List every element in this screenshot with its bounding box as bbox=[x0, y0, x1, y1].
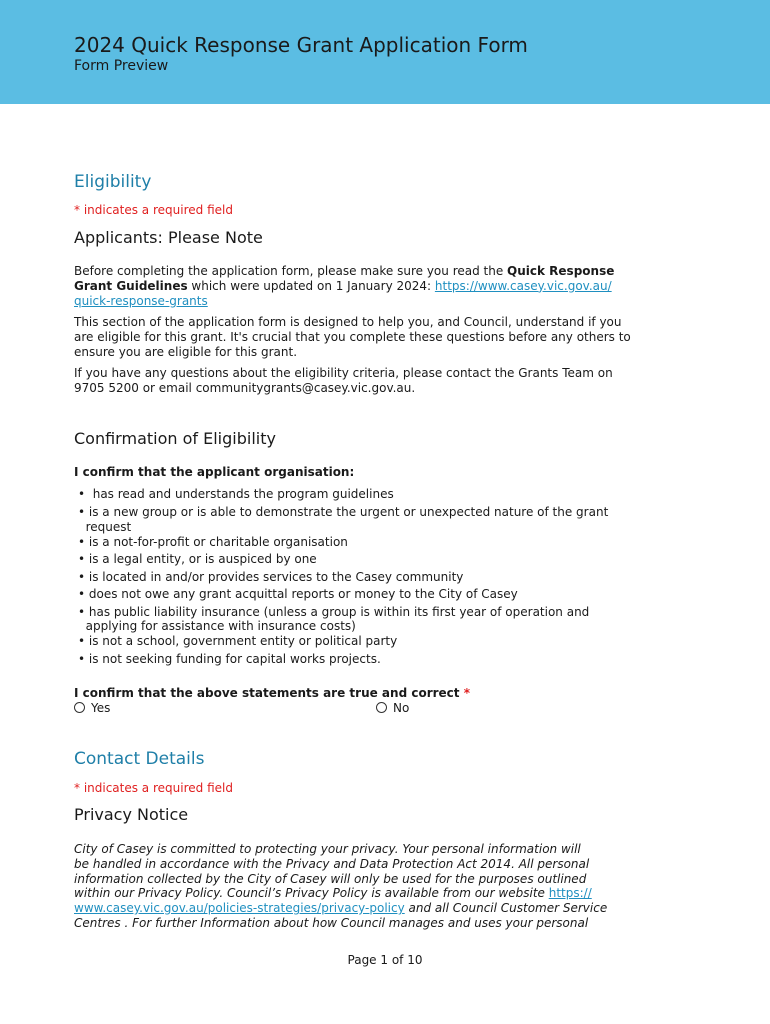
privacy-line: be handled in accordance with the Privacy and Data Protection Act 2014. All personal bbox=[74, 856, 590, 871]
list-item: request bbox=[78, 519, 132, 534]
confirm-question-text: I confirm that the above statements are true and correct bbox=[74, 686, 460, 700]
list-item: • is not seeking funding for capital works projects. bbox=[78, 652, 381, 666]
section-purpose-paragraph bbox=[74, 315, 631, 359]
contact-details-heading: Contact Details bbox=[74, 749, 205, 769]
required-field-note: * indicates a required field bbox=[74, 781, 233, 795]
list-item: • is a new group or is able to demonstrate the urgent or unexpected nature of the grant bbox=[78, 505, 609, 519]
form-subtitle: Form Preview bbox=[74, 58, 169, 74]
list-item: • is a legal entity, or is auspiced by one bbox=[78, 552, 317, 566]
contact-line: If you have any questions about the eligibility criteria, please contact the Grants Team on bbox=[74, 366, 613, 380]
guidelines-link[interactable]: https://www.casey.vic.gov.au/ bbox=[434, 278, 612, 293]
guidelines-text: Before completing the application form, please make sure you read the bbox=[74, 264, 508, 278]
form-title: 2024 Quick Response Grant Application Form bbox=[74, 33, 528, 57]
radio-yes-label: Yes bbox=[91, 701, 111, 715]
purpose-line: ensure you are eligible for this grant. bbox=[74, 344, 298, 359]
contact-grants-paragraph bbox=[74, 366, 613, 396]
privacy-line: information collected by the City of Casey will only be used for the purposes outlined bbox=[74, 871, 587, 886]
guidelines-paragraph bbox=[74, 264, 614, 308]
list-item: applying for assistance with insurance costs) bbox=[78, 619, 356, 633]
purpose-line: are eligible for this grant. It's crucial that you complete these questions before any others to bbox=[74, 329, 631, 344]
privacy-line: within our Privacy Policy. Council’s Privacy Policy is available from our website bbox=[74, 886, 549, 901]
radio-circle-icon[interactable] bbox=[74, 702, 85, 713]
guidelines-title-part2: Grant Guidelines bbox=[74, 278, 188, 293]
page-number: Page 1 of 10 bbox=[347, 953, 423, 967]
privacy-line: City of Casey is committed to protecting your privacy. Your personal information will bbox=[74, 842, 581, 856]
contact-line: 9705 5200 or email communitygrants@casey.vic.gov.au. bbox=[74, 380, 416, 395]
purpose-line: This section of the application form is designed to help you, and Council, understand if you bbox=[74, 315, 622, 329]
radio-yes[interactable] bbox=[74, 701, 110, 716]
applicants-note-heading: Applicants: Please Note bbox=[74, 228, 263, 247]
list-item: • is a not-for-profit or charitable organisation bbox=[78, 534, 348, 549]
eligibility-criteria-list bbox=[78, 487, 608, 667]
required-star: * bbox=[463, 686, 470, 700]
radio-no[interactable] bbox=[376, 701, 409, 716]
radio-no-label: No bbox=[393, 701, 410, 715]
required-field-note: * indicates a required field bbox=[74, 203, 233, 217]
privacy-policy-link[interactable]: https:// bbox=[548, 886, 592, 901]
list-item: • is located in and/or provides services to the Casey community bbox=[78, 569, 464, 584]
eligibility-heading: Eligibility bbox=[74, 172, 152, 192]
confirm-question bbox=[74, 686, 470, 700]
confirmation-heading: Confirmation of Eligibility bbox=[74, 429, 276, 448]
guidelines-date-text: which were updated on 1 January 2024: bbox=[187, 278, 435, 293]
privacy-line: Centres . For further Information about how Council manages and uses your personal bbox=[74, 915, 589, 930]
privacy-policy-link-continued[interactable]: www.casey.vic.gov.au/policies-strategies/privacy-policy bbox=[74, 901, 405, 916]
privacy-line: and all Council Customer Service bbox=[404, 901, 608, 916]
privacy-notice-heading: Privacy Notice bbox=[74, 805, 189, 824]
privacy-notice-text bbox=[74, 842, 607, 931]
list-item: • has public liability insurance (unless a group is within its first year of operation and bbox=[78, 604, 590, 619]
list-item: • has read and understands the program guidelines bbox=[78, 487, 394, 501]
confirmation-lead: I confirm that the applicant organisation: bbox=[74, 465, 355, 479]
list-item: • is not a school, government entity or political party bbox=[78, 634, 398, 648]
form-header bbox=[0, 0, 770, 104]
guidelines-link-continued[interactable]: quick-response-grants bbox=[74, 293, 208, 308]
radio-circle-icon[interactable] bbox=[376, 702, 387, 713]
list-item: • does not owe any grant acquittal reports or money to the City of Casey bbox=[78, 587, 518, 601]
guidelines-title-part1: Quick Response bbox=[507, 264, 615, 278]
